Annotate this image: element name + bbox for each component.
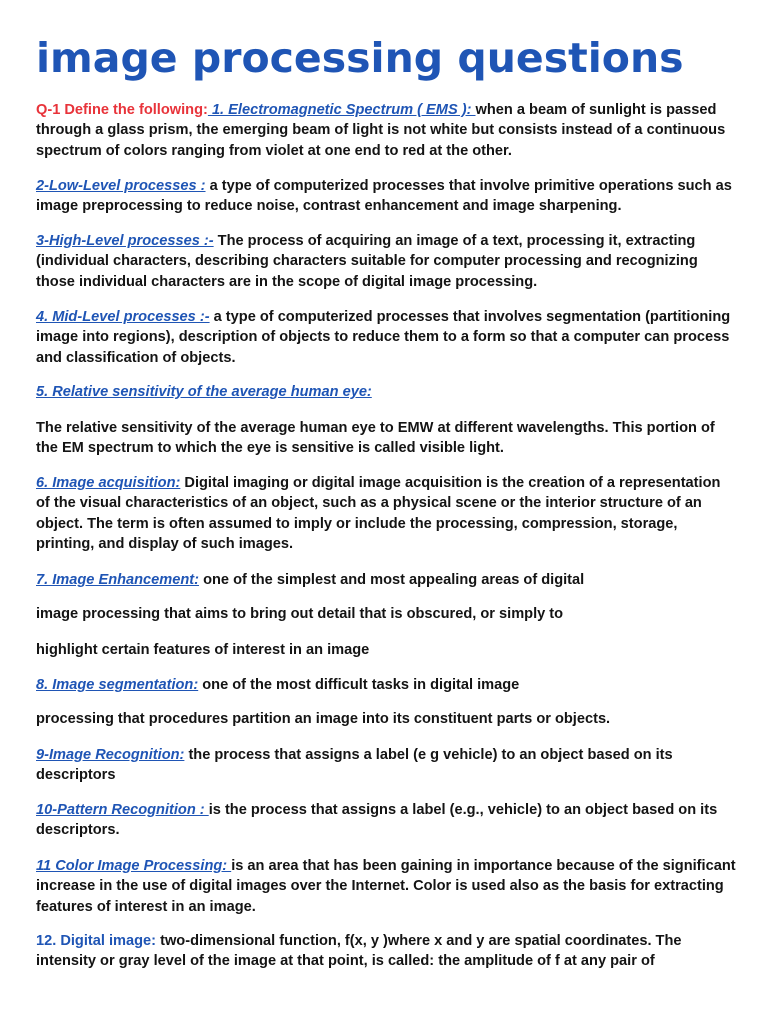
- term-relative-sensitivity: 5. Relative sensitivity of the average human eye:: [36, 384, 372, 400]
- page-title: image processing questions: [36, 34, 684, 82]
- definition-text: processing that procedures partition an image into its constituent parts or objects.: [36, 711, 611, 727]
- relative-sensitivity-paragraph: [36, 418, 736, 459]
- color-image-processing-paragraph: [36, 856, 736, 917]
- term-image-recognition: 9-Image Recognition:: [36, 747, 185, 763]
- mid-level-paragraph: [36, 307, 736, 368]
- definition-text: is an area that has been gaining in importance because of the significant increase in the use of digital images over the Internet. Color is used also as the basis for extracting features of interest in an image.: [36, 858, 736, 915]
- definition-text: image processing that aims to bring out detail that is obscured, or simply to: [36, 606, 564, 622]
- term-image-enhancement: 7. Image Enhancement:: [36, 572, 200, 588]
- image-enhancement-paragraph: [36, 570, 736, 590]
- definition-text: The relative sensitivity of the average human eye to EMW at different wavelengths. This portion of the EM spectrum to which the eye is sensitive is called visible light.: [36, 420, 715, 457]
- definition-text: one of the simplest and most appealing areas of digital: [199, 572, 585, 588]
- pattern-recognition-paragraph: [36, 800, 736, 841]
- term-digital-image: 12. Digital image:: [36, 933, 157, 949]
- term-image-segmentation: 8. Image segmentation:: [36, 677, 199, 693]
- definition-text: highlight certain features of interest in an image: [36, 642, 370, 658]
- high-level-paragraph: [36, 231, 736, 292]
- term-image-acquisition: 6. Image acquisition:: [36, 475, 181, 491]
- image-enhancement-line-2: [36, 604, 736, 624]
- definition-text: The process of acquiring an image of a text, processing it, extracting (individual characters, describing characters suitable for computer processing and recognizing those individual characters are in the scope of digital image processing.: [36, 233, 698, 290]
- definition-text: two-dimensional function, f(x, y )where x and y are spatial coordinates. The intensity or gray level of the image at that point, is called: the amplitude of f at any pair of: [36, 933, 682, 970]
- term-low-level-processes: 2-Low-Level processes :: [36, 178, 206, 194]
- relative-sensitivity-heading: [36, 382, 736, 402]
- image-acquisition-paragraph: [36, 473, 736, 554]
- image-segmentation-paragraph: [36, 675, 736, 695]
- definition-text: Digital imaging or digital image acquisition is the creation of a representation of the visual characteristics of an object, such as a physical scene or the interior structure of an object. The term is often assumed to imply or include the processing, compression, storage, printing, and display of such images.: [36, 475, 721, 552]
- digital-image-paragraph: [36, 931, 736, 972]
- definition-text: the process that assigns a label (e g vehicle) to an object based on its descriptors: [36, 747, 673, 784]
- question-label: Q-1 Define the following:: [36, 102, 208, 118]
- term-pattern-recognition: 10-Pattern Recognition :: [36, 802, 209, 818]
- definition-text: a type of computerized processes that involve primitive operations such as image preprocessing to reduce noise, contrast enhancement and image sharpening.: [36, 178, 732, 215]
- term-electromagnetic-spectrum: 1. Electromagnetic Spectrum ( EMS ):: [207, 102, 476, 118]
- image-enhancement-line-3: [36, 640, 736, 660]
- image-recognition-paragraph: [36, 745, 736, 786]
- low-level-paragraph: [36, 176, 736, 217]
- term-mid-level-processes: 4. Mid-Level processes :-: [36, 309, 210, 325]
- term-high-level-processes: 3-High-Level processes :-: [36, 233, 214, 249]
- term-color-image-processing: 11 Color Image Processing:: [36, 858, 232, 874]
- definition-text: one of the most difficult tasks in digital image: [198, 677, 520, 693]
- question-1-paragraph: [36, 100, 736, 161]
- definition-text: a type of computerized processes that involves segmentation (partitioning image into regions), description of objects to reduce them to a form so that a computer can process and classification of objects.: [36, 309, 731, 366]
- definition-text: when a beam of sunlight is passed through a glass prism, the emerging beam of light is not white but consists instead of a continuous spectrum of colors ranging from violet at one end to red at the other.: [36, 102, 726, 159]
- definition-text: is the process that assigns a label (e.g., vehicle) to an object based on its descriptors.: [36, 802, 718, 839]
- image-segmentation-line-2: [36, 709, 736, 729]
